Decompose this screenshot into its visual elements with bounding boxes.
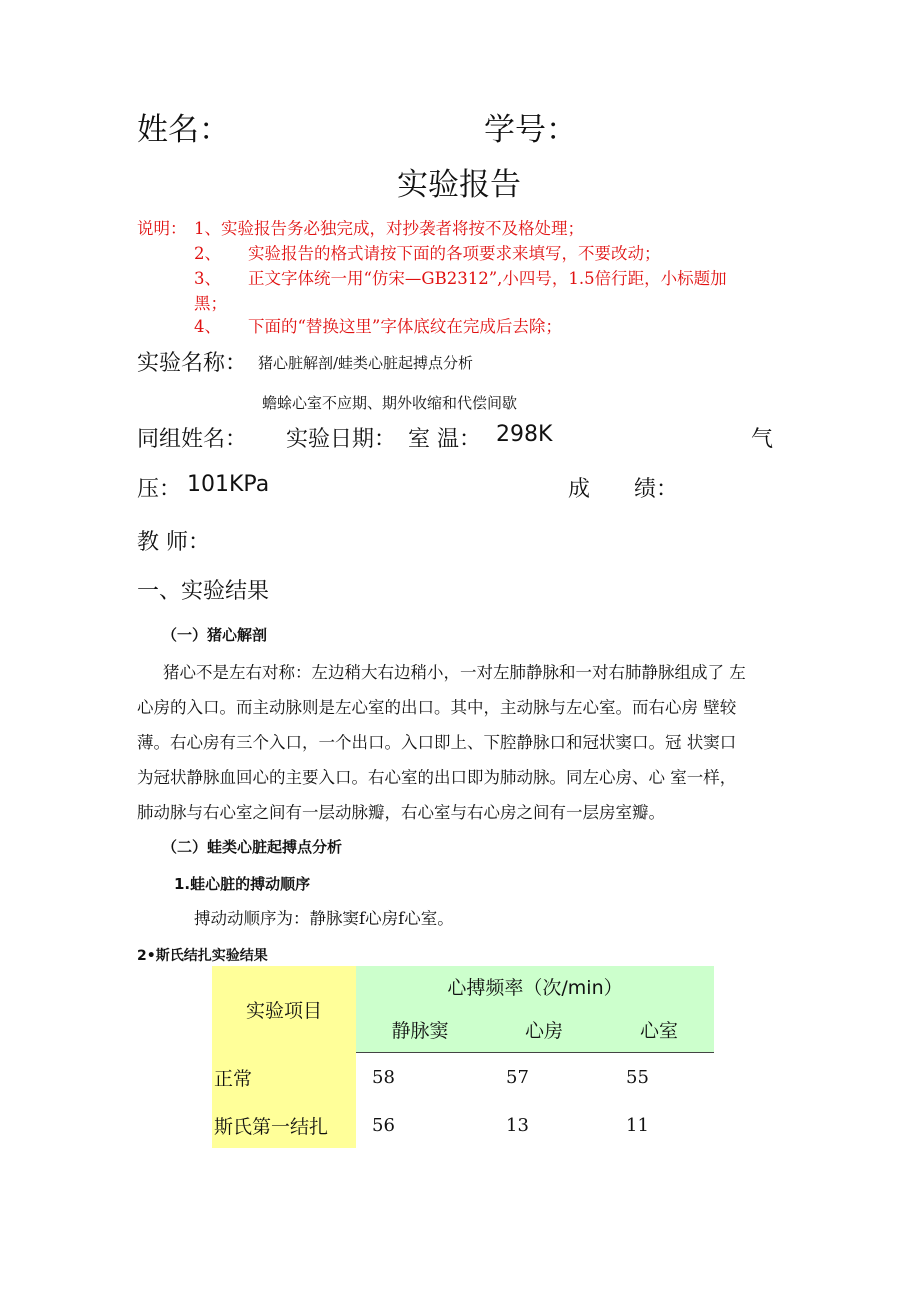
instruction-item-2: 实验报告的格式请按下面的各项要求来填写，不要改动； <box>248 244 661 263</box>
instruction-item-3: 正文字体统一用“仿宋—GB2312”,小四号，1.5倍行距，小标题加 <box>248 269 727 288</box>
experiment-name-line2: 蟾蜍心室不应期、期外收缩和代偿间歇 <box>262 394 518 412</box>
table-header-rule <box>356 1052 714 1053</box>
experiment-name-label: 实验名称： <box>137 351 248 376</box>
pressure-label-part1: 气 <box>751 427 774 452</box>
pig-heart-line-5: 肺动脉与右心室之间有一层动脉瓣，右心室与右心房之间有一层房室瓣。 <box>137 803 665 822</box>
instruction-item-4: 下面的“替换这里”字体底纹在完成后去除； <box>248 317 562 336</box>
table-row-header: 实验项目 <box>212 966 356 1052</box>
beat-order-text: 搏动动顺序为：静脉窦f心房f心室。 <box>194 909 454 928</box>
report-title: 实验报告 <box>397 167 521 203</box>
beat-order-heading: 1.蛙心脏的搏动顺序 <box>174 875 311 893</box>
table-cell: 58 <box>372 1066 395 1088</box>
section-results-heading: 一、实验结果 <box>137 579 270 604</box>
table-cell: 55 <box>626 1066 649 1088</box>
table-row <box>212 1052 714 1102</box>
group-names-label: 同组姓名： <box>137 427 248 452</box>
score-label-b: 绩： <box>634 477 679 502</box>
table-col-ventricle: 心室 <box>604 1006 714 1052</box>
experiment-name-line1: 猪心脏解剖/蛙类心脏起搏点分析 <box>258 354 474 372</box>
instruction-item-4-number: 4、 <box>194 317 221 336</box>
table-col-atrium: 心房 <box>484 1006 604 1052</box>
pig-heart-line-1: 猪心不是左右对称：左边稍大右边稍小，一对左肺静脉和一对右肺静脉组成了 左 <box>163 663 746 682</box>
pig-heart-line-2: 心房的入口。而主动脉则是左心室的出口。其中，主动脉与左心室。而右心房 壁较 <box>137 698 737 717</box>
ligation-results-heading: 2•斯氏结扎实验结果 <box>137 948 268 964</box>
pressure-value: 101KPa <box>187 472 270 497</box>
table-row-label: 斯氏第一结扎 <box>212 1102 356 1148</box>
student-id-label: 学号： <box>484 112 577 148</box>
pig-heart-heading: （一）猪心解剖 <box>162 626 268 644</box>
room-temp-label: 室 温： <box>408 427 481 452</box>
instructions-prefix: 说明： <box>137 219 187 238</box>
instruction-item-1: 1、实验报告务必独完成，对抄袭者将按不及格处理； <box>194 219 584 238</box>
date-label: 实验日期： <box>286 427 397 452</box>
instruction-item-3-number: 3、 <box>194 269 221 288</box>
table-cell: 56 <box>372 1114 395 1136</box>
table-col-sinus: 静脉窦 <box>356 1006 484 1052</box>
table-cell: 11 <box>626 1114 649 1136</box>
instruction-item-3-cont: 黑； <box>194 294 227 313</box>
teacher-label: 教 师： <box>137 530 210 555</box>
table-row <box>212 1102 714 1148</box>
ligation-results-table <box>212 966 714 1148</box>
pig-heart-line-4: 为冠状静脉血回心的主要入口。右心室的出口即为肺动脉。同左心房、心 室一样， <box>137 768 737 787</box>
room-temp-value: 298K <box>496 422 553 447</box>
table-row-label: 正常 <box>212 1052 356 1102</box>
table-cell: 57 <box>506 1066 529 1088</box>
pig-heart-line-3: 薄。右心房有三个入口，一个出口。入口即上、下腔静脉口和冠状窦口。冠 状窦口 <box>137 733 737 752</box>
score-label-a: 成 <box>568 477 591 502</box>
table-group-header: 心搏频率（次/min） <box>356 966 714 1006</box>
table-cell: 13 <box>506 1114 529 1136</box>
instruction-item-2-number: 2、 <box>194 244 221 263</box>
name-label: 姓名： <box>137 112 230 148</box>
frog-heart-heading: （二）蛙类心脏起搏点分析 <box>162 838 343 856</box>
pressure-label-part2: 压： <box>137 477 182 502</box>
